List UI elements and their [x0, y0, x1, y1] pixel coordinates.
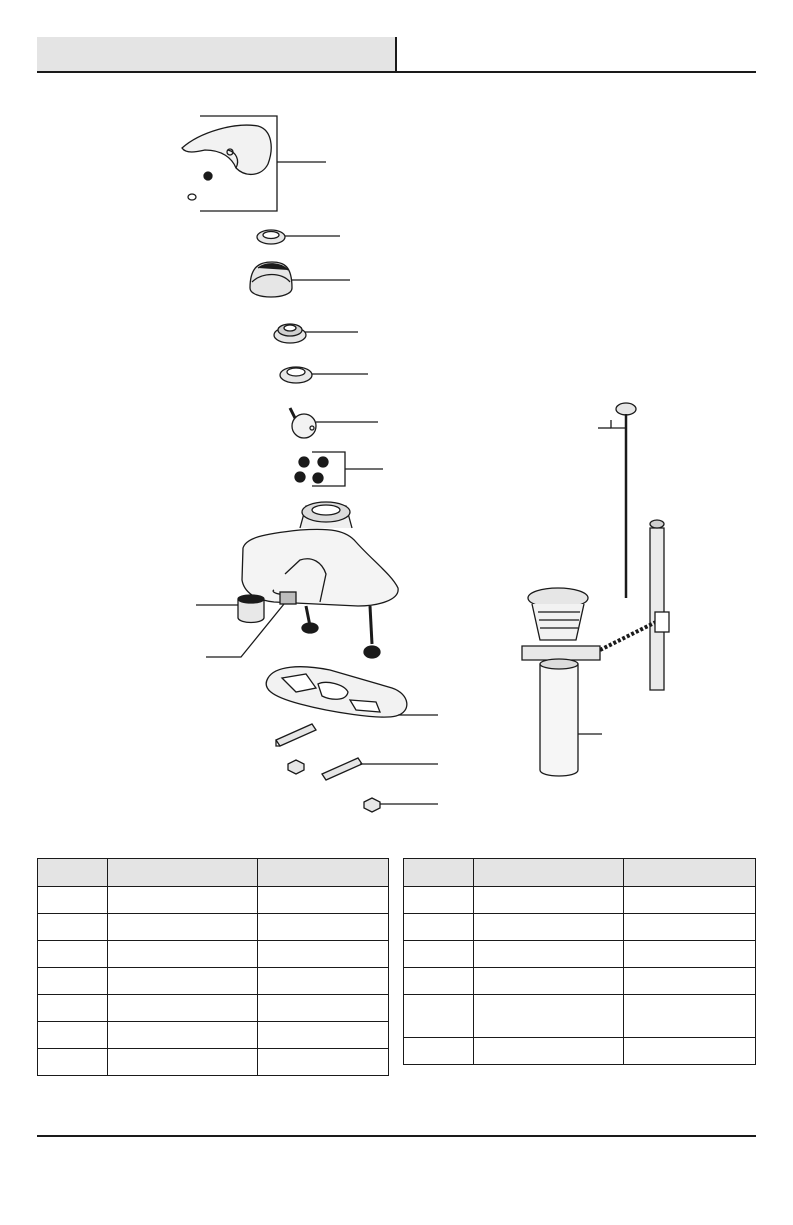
column-header [624, 859, 756, 887]
table-cell [38, 968, 108, 995]
table-cell [258, 941, 389, 968]
bonnet-nut-part [274, 324, 306, 343]
table-cell [258, 887, 389, 914]
table-cell [38, 995, 108, 1022]
table-cell [108, 887, 258, 914]
table-cell [38, 941, 108, 968]
mounting-nut-part [288, 760, 380, 812]
table-row [404, 968, 756, 995]
table-cell [108, 968, 258, 995]
table-cell [474, 995, 624, 1038]
header-rule [37, 71, 756, 73]
table-cell [404, 941, 474, 968]
exploded-parts-diagram [0, 90, 793, 830]
faucet-handle-part [182, 125, 271, 200]
column-header [258, 859, 389, 887]
table-cell [38, 1049, 108, 1076]
table-cell [258, 1022, 389, 1049]
table-cell [474, 941, 624, 968]
mounting-bracket-part [276, 724, 362, 780]
table-row [38, 1049, 389, 1076]
table-cell [258, 968, 389, 995]
table-row [38, 914, 389, 941]
table-cell [258, 914, 389, 941]
table-cell [404, 887, 474, 914]
table-cell [108, 941, 258, 968]
ball-assembly-part [290, 408, 316, 438]
column-header [108, 859, 258, 887]
table-cell [474, 1038, 624, 1065]
dome-cap-part [250, 262, 292, 297]
table-cell [258, 1049, 389, 1076]
table-row [38, 995, 389, 1022]
table-cell [474, 914, 624, 941]
table-cell [38, 1022, 108, 1049]
parts-table-right [403, 858, 756, 1065]
table-row [404, 1038, 756, 1065]
cam-part [280, 367, 312, 383]
column-header [404, 859, 474, 887]
table-row [38, 887, 389, 914]
faucet-body-part [242, 502, 398, 658]
seats-springs-part [295, 452, 345, 486]
leader-lift-rod-bracket [611, 420, 626, 428]
retaining-ring-part [257, 230, 285, 244]
lift-rod-part [616, 403, 636, 598]
table-row [404, 995, 756, 1038]
table-cell [404, 1038, 474, 1065]
table-header-row [38, 859, 389, 887]
table-cell [474, 968, 624, 995]
table-row [38, 941, 389, 968]
clevis-strap-part [600, 520, 669, 690]
table-row [38, 1022, 389, 1049]
column-header [474, 859, 624, 887]
table-cell [108, 1022, 258, 1049]
table-row [404, 887, 756, 914]
table-row [404, 941, 756, 968]
table-cell [404, 995, 474, 1038]
parts-table-left [37, 858, 389, 1076]
table-cell [258, 995, 389, 1022]
deck-plate-part [266, 667, 407, 717]
table-cell [108, 914, 258, 941]
table-header-row [404, 859, 756, 887]
table-cell [624, 887, 756, 914]
table-cell [404, 968, 474, 995]
table-cell [624, 941, 756, 968]
table-cell [624, 914, 756, 941]
footer-rule [37, 1135, 756, 1137]
table-cell [404, 914, 474, 941]
table-cell [624, 968, 756, 995]
table-cell [624, 995, 756, 1038]
header-tab [37, 37, 397, 71]
pop-up-drain-part [522, 588, 600, 776]
table-row [404, 914, 756, 941]
table-cell [108, 1049, 258, 1076]
aerator-part [238, 595, 264, 623]
table-cell [38, 887, 108, 914]
table-row [38, 968, 389, 995]
table-cell [474, 887, 624, 914]
table-cell [38, 914, 108, 941]
column-header [38, 859, 108, 887]
table-cell [624, 1038, 756, 1065]
table-cell [108, 995, 258, 1022]
